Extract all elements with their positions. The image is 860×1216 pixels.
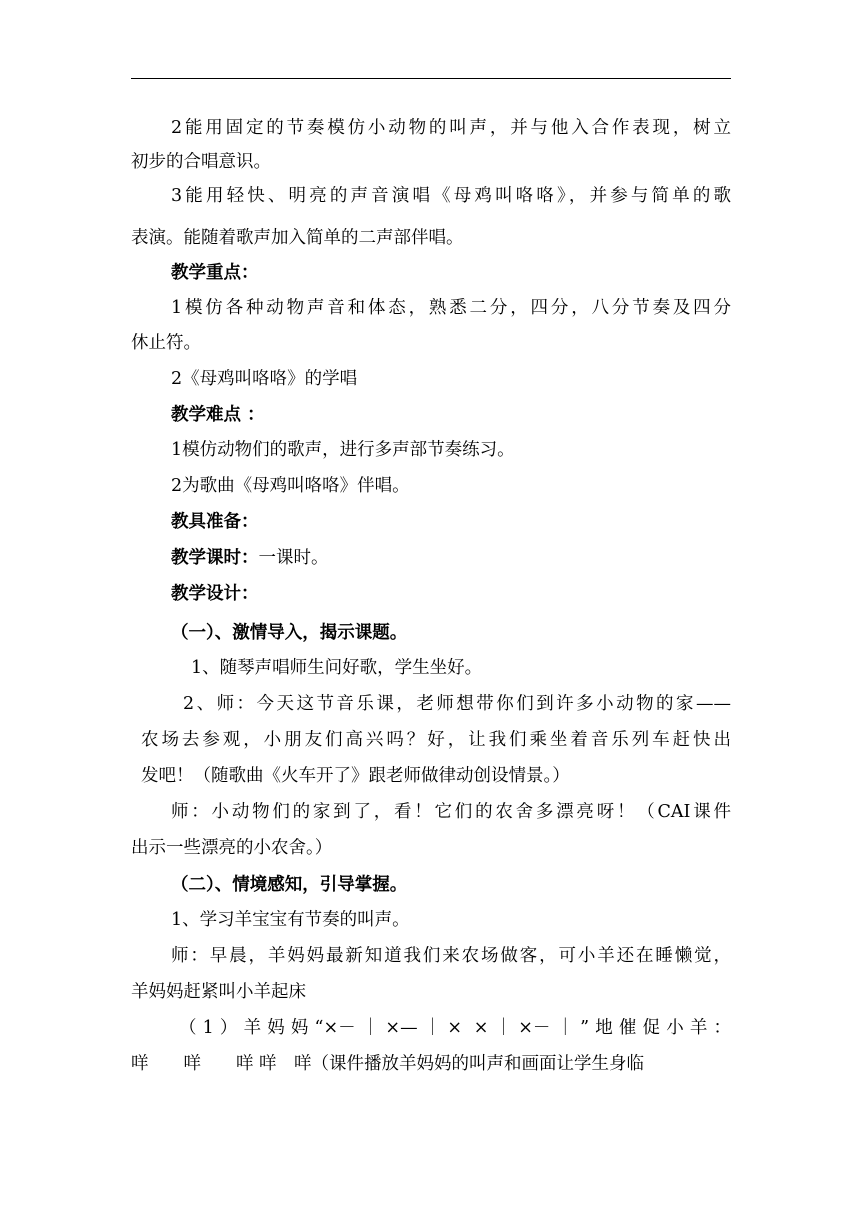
paragraph-line: 农场去参观，小朋友们高兴吗？好，让我们乘坐着音乐列车赶快出 <box>141 730 731 750</box>
paragraph-line: 1模仿动物们的歌声，进行多声部节奏练习。 <box>171 440 515 460</box>
heading-class-hours: 教学课时： <box>171 548 259 568</box>
paragraph-line: 出示一些漂亮的小农舍。） <box>131 838 333 858</box>
paragraph-line: 发吧！（随歌曲《火车开了》跟老师做律动创设情景。） <box>141 766 570 786</box>
heading-difficulties: 教学难点 ： <box>171 405 265 425</box>
paragraph-line: 师：早晨，羊妈妈最新知道我们来农场做客，可小羊还在睡懒觉， <box>171 946 731 966</box>
paragraph-line: 师：小动物们的家到了，看！它们的农舍多漂亮呀！（CAI课件 <box>171 802 731 822</box>
paragraph-line: 2为歌曲《母鸡叫咯咯》伴唱。 <box>171 476 410 496</box>
header-rule <box>131 78 731 79</box>
paragraph-line: 休止符。 <box>131 333 201 353</box>
paragraph-line: 1、随琴声唱师生问好歌，学生坐好。 <box>191 658 483 678</box>
heading-key-points: 教学重点： <box>171 263 259 283</box>
heading-design: 教学设计： <box>171 584 259 604</box>
paragraph-line: 2《母鸡叫咯咯》的学唱 <box>171 369 358 389</box>
paragraph-line: 咩 咩 咩 咩 咩（课件播放羊妈妈的叫声和画面让学生身临 <box>131 1054 645 1074</box>
paragraph-line: 初步的合唱意识。 <box>131 152 271 172</box>
section-heading-1: （一）、激情导入，揭示课题。 <box>171 623 408 643</box>
class-hours-line <box>171 547 731 569</box>
paragraph-line: 羊妈妈赶紧叫小羊起床 <box>131 982 306 1002</box>
class-hours-value: 一课时。 <box>258 548 329 568</box>
section-heading-2: （二）、情境感知，引导掌握。 <box>171 875 408 895</box>
paragraph-line: 1模仿各种动物声音和体态，熟悉二分，四分，八分节奏及四分 <box>171 298 731 318</box>
paragraph-line: 2能用固定的节奏模仿小动物的叫声，并与他入合作表现，树立 <box>171 118 731 138</box>
paragraph-line: 1、学习羊宝宝有节奏的叫声。 <box>171 910 410 930</box>
paragraph-line: 2、师：今天这节音乐课，老师想带你们到许多小动物的家—— <box>183 694 731 714</box>
heading-materials: 教具准备： <box>171 512 259 532</box>
paragraph-line: 3能用轻快、明亮的声音演唱《母鸡叫咯咯》，并参与简单的歌 <box>171 186 731 206</box>
paragraph-line: 表演。能随着歌声加入简单的二声部伴唱。 <box>131 228 464 248</box>
rhythm-line: （1）羊妈妈“×－｜×—｜× ×｜×－｜”地催促小羊： <box>179 1018 731 1038</box>
